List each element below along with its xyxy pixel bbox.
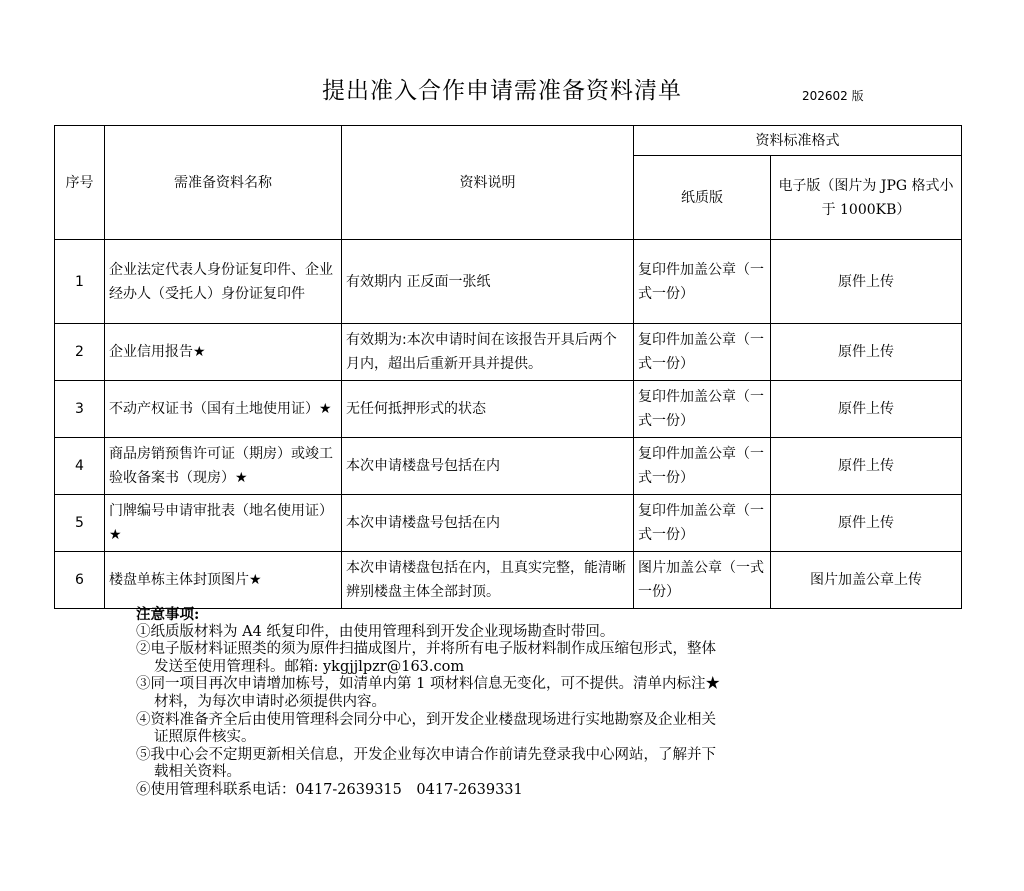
row-desc: 本次申请楼盘号包括在内 [342, 495, 634, 552]
row-no: 4 [55, 438, 105, 495]
note-line: ⑤我中心会不定期更新相关信息，开发企业每次申请合作前请先登录我中心网站，了解并下 [136, 746, 716, 763]
row-name: 不动产权证书（国有土地使用证）★ [105, 381, 342, 438]
row-paper: 复印件加盖公章（一式一份） [634, 240, 771, 324]
table-row [55, 324, 962, 381]
row-desc: 有效期内 正反面一张纸 [342, 240, 634, 324]
note-line: 发送至使用管理科。邮箱: ykgjjlpzr@163.com [154, 658, 465, 675]
note-line: 载相关资料。 [154, 764, 241, 781]
row-name: 企业法定代表人身份证复印件、企业经办人（受托人）身份证复印件 [105, 240, 342, 324]
note-line: ⑥使用管理科联系电话：0417-2639315 0417-2639331 [136, 781, 523, 798]
row-no: 2 [55, 324, 105, 381]
note-line: ②电子版材料证照类的须为原件扫描成图片，并将所有电子版材料制作成压缩包形式，整体 [136, 641, 716, 658]
row-no: 6 [55, 552, 105, 609]
row-no: 1 [55, 240, 105, 324]
row-desc: 无任何抵押形式的状态 [342, 381, 634, 438]
row-desc: 本次申请楼盘包括在内，且真实完整，能清晰辨别楼盘主体全部封顶。 [342, 552, 634, 609]
row-paper: 复印件加盖公章（一式一份） [634, 438, 771, 495]
row-paper: 复印件加盖公章（一式一份） [634, 324, 771, 381]
table-row [55, 240, 962, 324]
row-name: 商品房销预售许可证（期房）或竣工验收备案书（现房）★ [105, 438, 342, 495]
note-line: 证照原件核实。 [154, 729, 256, 746]
row-desc: 本次申请楼盘号包括在内 [342, 438, 634, 495]
header-paper: 纸质版 [634, 156, 771, 240]
note-line: 材料，为每次申请时必须提供内容。 [154, 693, 386, 710]
row-electronic: 原件上传 [771, 495, 962, 552]
header-electronic: 电子版（图片为 JPG 格式小于 1000KB） [771, 156, 962, 240]
row-no: 5 [55, 495, 105, 552]
row-electronic: 原件上传 [771, 240, 962, 324]
table-row [55, 438, 962, 495]
row-electronic: 图片加盖公章上传 [771, 552, 962, 609]
row-name: 门牌编号申请审批表（地名使用证）★ [105, 495, 342, 552]
row-name: 企业信用报告★ [105, 324, 342, 381]
note-line: ①纸质版材料为 A4 纸复印件，由使用管理科到开发企业现场勘查时带回。 [136, 623, 615, 640]
header-no: 序号 [55, 126, 105, 240]
note-line: ③同一项目再次申请增加栋号，如清单内第 1 项材料信息无变化，可不提供。清单内标注★ [136, 676, 720, 693]
page-title: 提出准入合作申请需准备资料清单 [322, 78, 682, 104]
table-row [55, 552, 962, 609]
version-label: 202602 版 [802, 89, 864, 103]
table-row [55, 381, 962, 438]
row-paper: 图片加盖公章（一式一份） [634, 552, 771, 609]
row-no: 3 [55, 381, 105, 438]
note-line: ④资料准备齐全后由使用管理科会同分中心，到开发企业楼盘现场进行实地勘察及企业相关 [136, 711, 716, 728]
row-desc: 有效期为:本次申请时间在该报告开具后两个月内，超出后重新开具并提供。 [342, 324, 634, 381]
materials-table [54, 125, 962, 609]
table-row [55, 495, 962, 552]
row-electronic: 原件上传 [771, 438, 962, 495]
notes-heading: 注意事项: [136, 606, 200, 623]
row-paper: 复印件加盖公章（一式一份） [634, 495, 771, 552]
row-name: 楼盘单栋主体封顶图片★ [105, 552, 342, 609]
notes-section [136, 606, 896, 800]
row-electronic: 原件上传 [771, 381, 962, 438]
row-electronic: 原件上传 [771, 324, 962, 381]
header-format: 资料标准格式 [634, 126, 962, 156]
row-paper: 复印件加盖公章（一式一份） [634, 381, 771, 438]
header-name: 需准备资料名称 [105, 126, 342, 240]
header-desc: 资料说明 [342, 126, 634, 240]
